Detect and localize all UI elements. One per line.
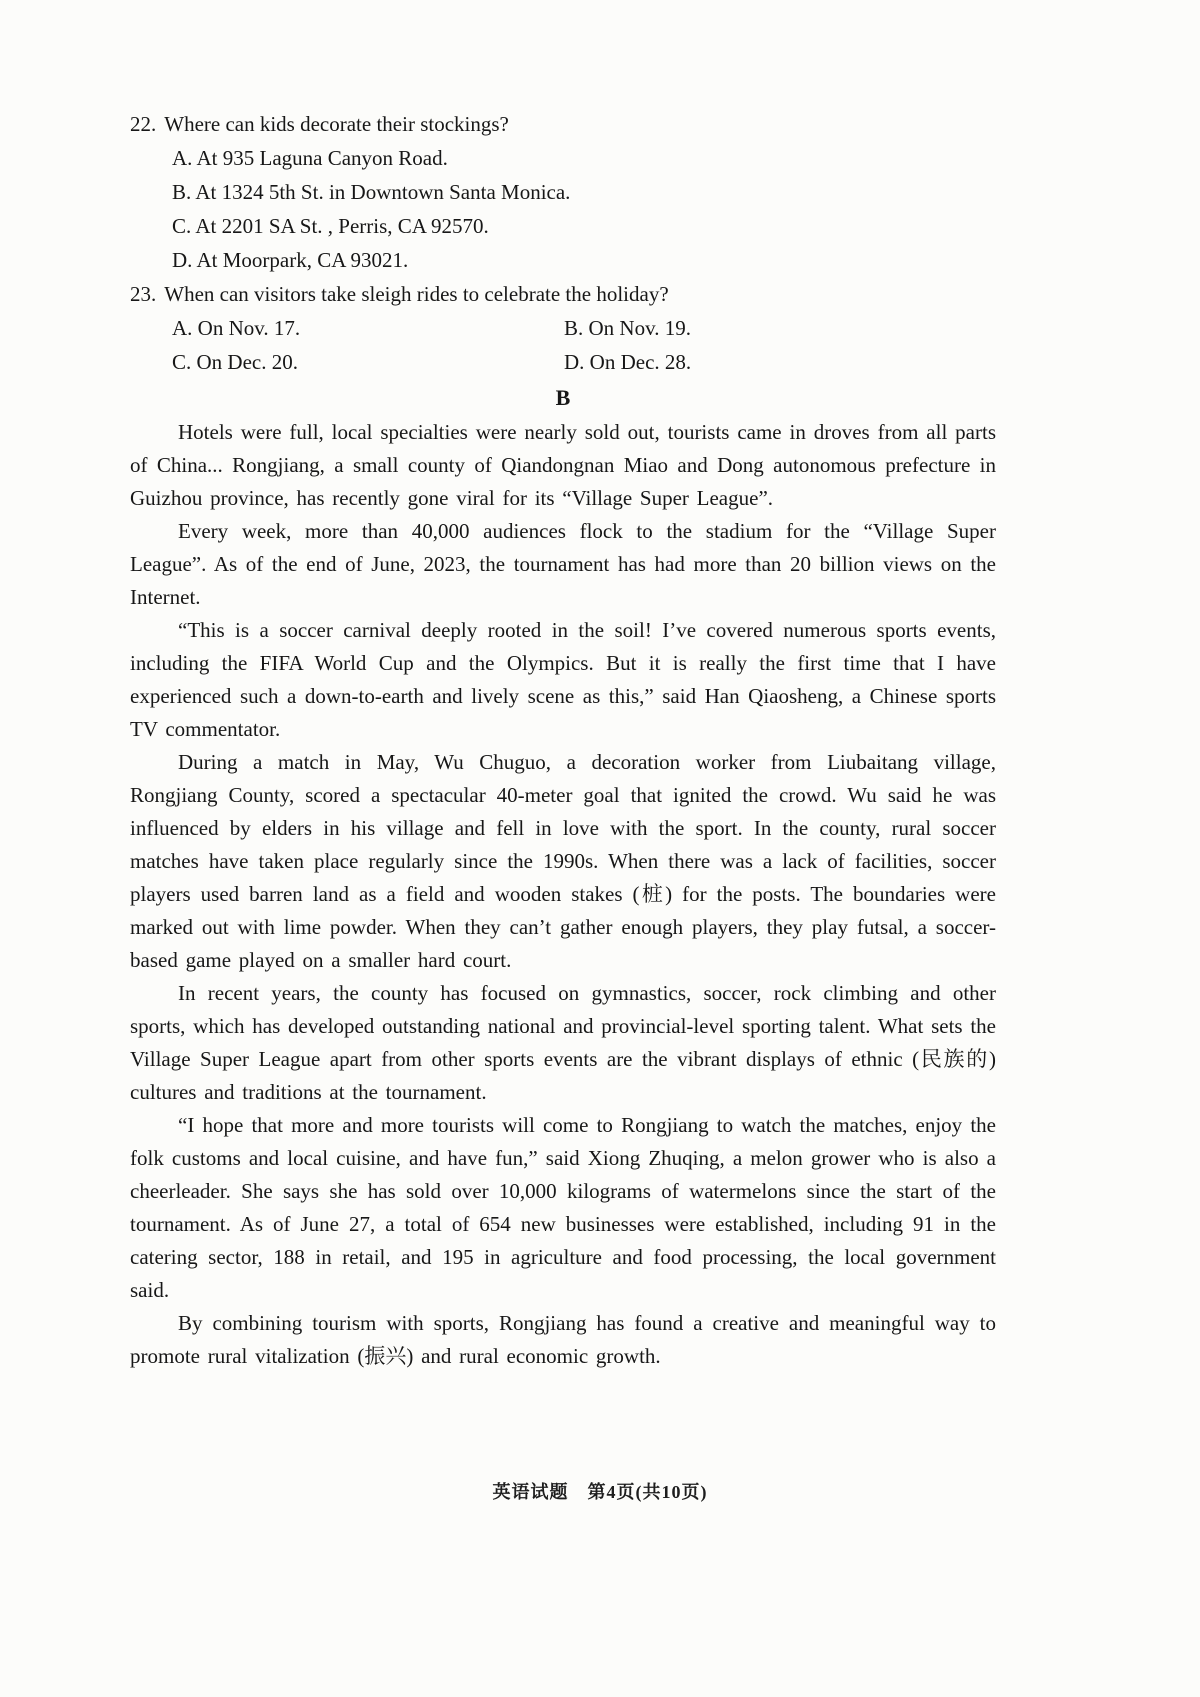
passage-paragraph: By combining tourism with sports, Rongjiang has found a creative and meaningful way to promote rural vitalization (振兴) and rural economic growth. xyxy=(130,1311,996,1368)
passage-paragraph: “This is a soccer carnival deeply rooted in the soil! I’ve covered numerous sports events, including the FIFA World Cup and the Olympics. But it is really the first time that I have experienced such a down-to-earth and lively scene as this,” said Han Qiaosheng, a Chinese sports TV commentator. xyxy=(130,618,996,741)
option-a: A. At 935 Laguna Canyon Road. xyxy=(172,146,448,170)
question-23-options xyxy=(172,311,996,379)
section-b-heading: B xyxy=(555,385,571,410)
passage-paragraph: Every week, more than 40,000 audiences flock to the stadium for the “Village Super League”. As of the end of June, 2023, the tournament has had more than 20 billion views on the Internet. xyxy=(130,519,996,609)
question-text: Where can kids decorate their stockings? xyxy=(164,112,509,136)
passage-paragraph: During a match in May, Wu Chuguo, a decoration worker from Liubaitang village, Rongjiang County, scored a spectacular 40-meter goal that ignited the crowd. Wu said he was influenced by elders in his village and fell in love with the sport. In the county, rural soccer matches have taken place regularly since the 1990s. When there was a lack of facilities, soccer players used barren land as a field and wooden stakes (桩) for the posts. The boundaries were marked out with lime powder. When they can’t gather enough players, they play futsal, a soccer-based game played on a smaller hard court. xyxy=(130,750,996,972)
option-b: B. At 1324 5th St. in Downtown Santa Monica. xyxy=(172,180,571,204)
option-c: C. On Dec. 20. xyxy=(172,350,298,374)
reading-passage xyxy=(130,416,996,1373)
option-a: A. On Nov. 17. xyxy=(172,316,301,340)
option-d: D. On Dec. 28. xyxy=(564,350,692,374)
option-b: B. On Nov. 19. xyxy=(564,316,691,340)
question-23 xyxy=(130,278,996,379)
option-c: C. At 2201 SA St. , Perris, CA 92570. xyxy=(172,214,489,238)
passage-paragraph: In recent years, the county has focused on gymnastics, soccer, rock climbing and other sports, which has developed outstanding national and provincial-level sporting talent. What sets the Village Super League apart from other sports events are the vibrant displays of ethnic (民族的) cultures and traditions at the tournament. xyxy=(130,981,996,1104)
question-number: 23. xyxy=(130,282,157,306)
passage-paragraph: Hotels were full, local specialties were nearly sold out, tourists came in droves from all parts of China... Rongjiang, a small county of Qiandongnan Miao and Dong autonomous prefecture in Guizhou province, has recently gone viral for its “Village Super League”. xyxy=(130,420,996,510)
page-footer: 英语试题 第4页(共10页) xyxy=(492,1482,708,1502)
question-22 xyxy=(130,108,996,277)
question-text: When can visitors take sleigh rides to celebrate the holiday? xyxy=(164,282,669,306)
question-22-stem xyxy=(130,108,996,141)
passage-paragraph: “I hope that more and more tourists will come to Rongjiang to watch the matches, enjoy the folk customs and local cuisine, and have fun,” said Xiong Zhuqing, a melon grower who is also a cheerleader. She says she has sold over 10,000 kilograms of watermelons since the start of the tournament. As of June 27, a total of 654 new businesses were established, including 91 in the catering sector, 188 in retail, and 195 in agriculture and food processing, the local government said. xyxy=(130,1113,996,1302)
page-content xyxy=(130,108,996,1373)
question-22-options xyxy=(172,141,996,277)
question-number: 22. xyxy=(130,112,157,136)
question-23-stem xyxy=(130,278,996,311)
option-d: D. At Moorpark, CA 93021. xyxy=(172,248,409,272)
